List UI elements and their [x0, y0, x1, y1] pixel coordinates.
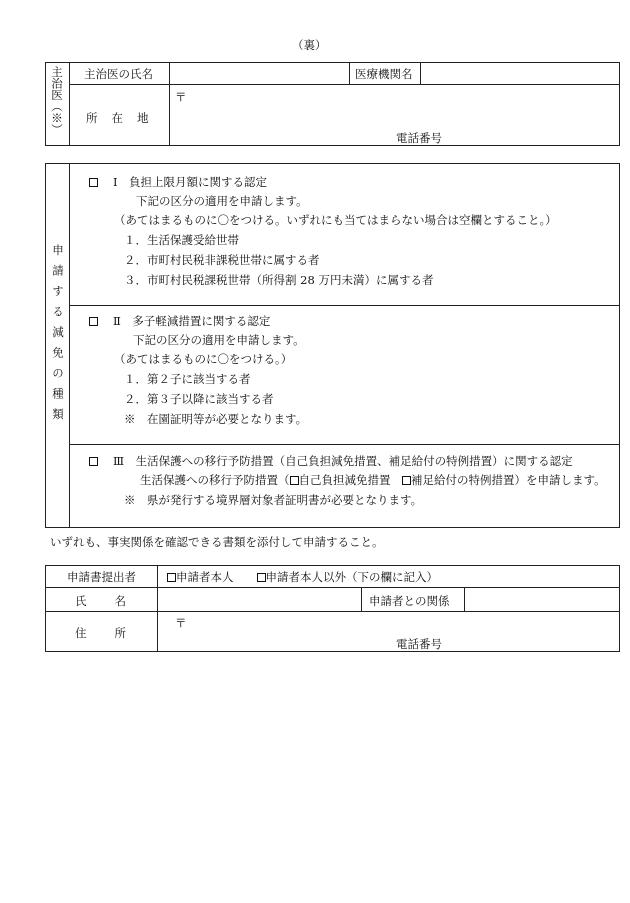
doctor-address-label: 所在地	[86, 111, 163, 125]
doctor-name-label: 主治医の氏名	[84, 67, 153, 81]
option-self-reduction-label: 自己負担減免措置	[298, 473, 391, 487]
section-1-instruction: 下記の区分の適用を申請します。	[136, 194, 308, 208]
submitter-phone-label: 電話番号	[396, 637, 442, 651]
section-2-heading: Ⅱ 多子軽減措置に関する認定	[113, 314, 271, 328]
submitter-address-label: 住所	[75, 626, 154, 640]
section-2-note: （あてはまるものに〇をつける。）	[114, 352, 293, 366]
section-3-line-suffix: ）を申請します。	[514, 473, 606, 487]
institution-label: 医療機関名	[355, 67, 413, 81]
section-3-line-prefix: 生活保護への移行予防措置（	[140, 473, 290, 487]
doctor-address-field[interactable]	[172, 87, 617, 143]
relation-field[interactable]	[467, 589, 617, 609]
footnote: いずれも、事実関係を確認できる書類を添付して申請すること。	[50, 535, 384, 549]
reduction-side-label: 申請する減免の種類	[51, 244, 65, 429]
option-other-checkbox[interactable]	[257, 573, 266, 582]
option-supplement-label: 補足給付の特例措置	[411, 473, 515, 487]
section-1-checkbox[interactable]	[89, 178, 98, 187]
option-self-checkbox[interactable]	[167, 573, 176, 582]
section-3-checkbox[interactable]	[89, 457, 98, 466]
postal-mark: 〒	[175, 90, 187, 104]
section-2-checkbox[interactable]	[89, 317, 98, 326]
submitter-options	[167, 570, 438, 584]
submitter-name-field[interactable]	[160, 589, 359, 609]
doctor-name-field[interactable]	[172, 64, 347, 82]
section-2-remark: ※ 在園証明等が必要となります。	[124, 412, 308, 426]
page-label: （裏）	[292, 38, 327, 52]
option-self-reduction-checkbox[interactable]	[290, 476, 299, 485]
section-1-note: （あてはまるものに〇をつける。いずれにも当てはまらない場合は空欄とすること。）	[114, 213, 557, 227]
submitter-address-field[interactable]	[160, 614, 617, 649]
section-3-options-line	[140, 473, 606, 487]
institution-field[interactable]	[423, 64, 617, 82]
section-1-item: ３．市町村民税課税世帯（所得割 28 万円未満）に属する者	[124, 273, 434, 287]
phone-label: 電話番号	[396, 131, 442, 145]
relation-label: 申請者との関係	[369, 594, 450, 608]
section-1-item: １．生活保護受給世帯	[124, 233, 239, 247]
submitter-name-label: 氏名	[75, 594, 154, 608]
submitter-postal-mark: 〒	[175, 616, 187, 630]
section-3-remark: ※ 県が発行する境界層対象者証明書が必要となります。	[124, 493, 423, 507]
section-3-heading: Ⅲ 生活保護への移行予防措置（自己負担減免措置、補足給付の特例措置）に関する認定	[113, 454, 573, 468]
section-1-heading: Ⅰ 負担上限月額に関する認定	[113, 175, 268, 189]
section-1-item: ２．市町村民税非課税世帯に属する者	[124, 253, 320, 267]
option-other-label: 申請者本人以外（下の欄に記入）	[265, 570, 438, 584]
option-self-label: 申請者本人	[176, 570, 234, 584]
section-2-item: ２．第３子以降に該当する者	[124, 392, 274, 406]
doctor-side-label: 主治医（※）	[50, 66, 64, 135]
section-2-instruction: 下記の区分の適用を申請します。	[133, 333, 305, 347]
option-supplement-checkbox[interactable]	[402, 476, 411, 485]
section-2-item: １．第２子に該当する者	[124, 372, 251, 386]
submitter-label: 申請書提出者	[67, 570, 136, 584]
